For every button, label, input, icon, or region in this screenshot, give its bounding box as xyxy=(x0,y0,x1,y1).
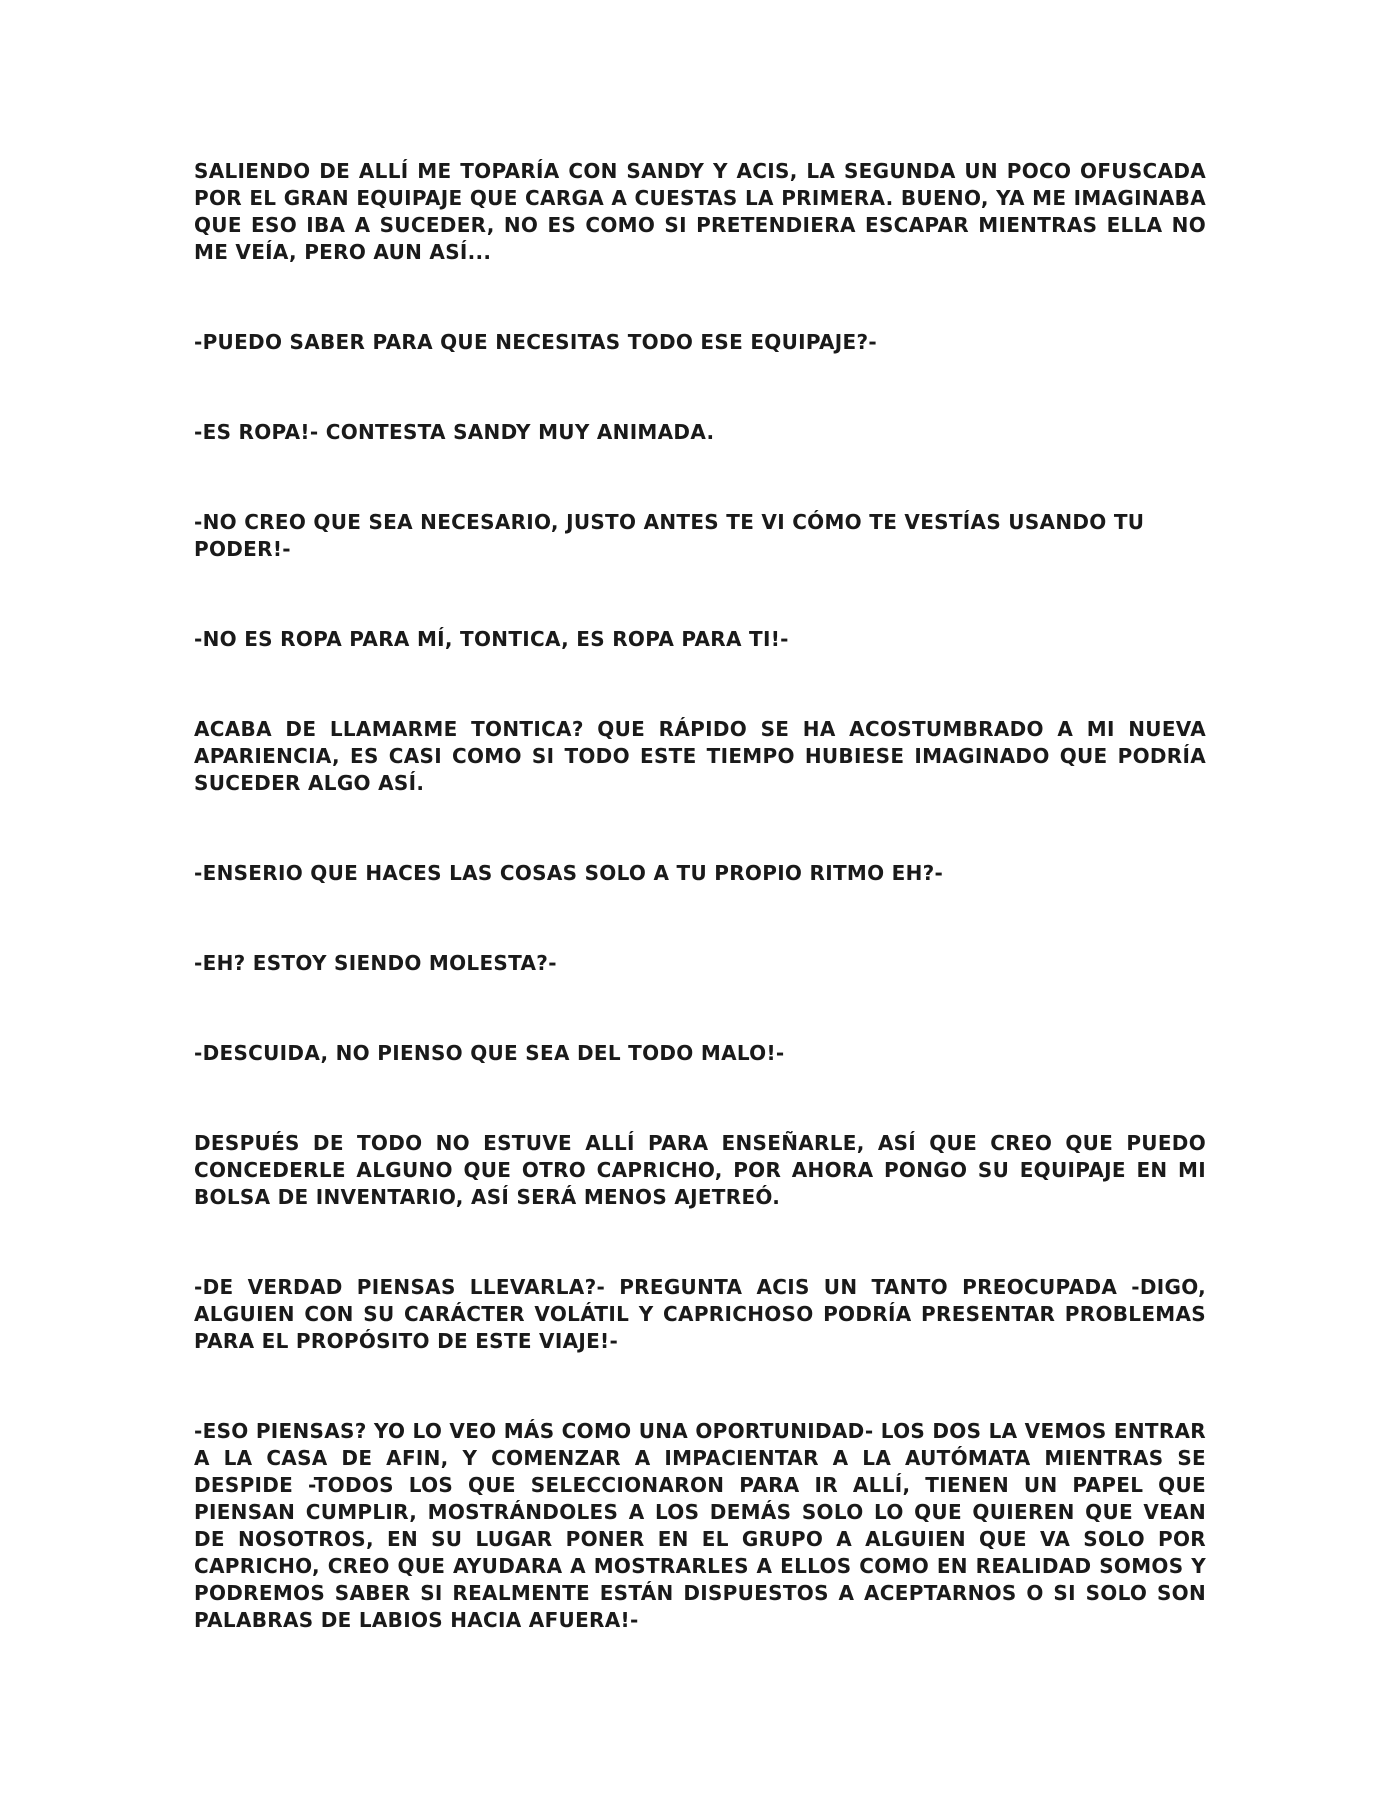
paragraph-dialogue: -ES ROPA!- CONTESTA SANDY MUY ANIMADA. xyxy=(194,420,715,444)
document-body xyxy=(194,158,1206,1634)
paragraph-dialogue: -NO ES ROPA PARA MÍ, TONTICA, ES ROPA PARA TI!- xyxy=(194,627,789,651)
paragraph-dialogue: -EH? ESTOY SIENDO MOLESTA?- xyxy=(194,951,557,975)
paragraph-dialogue: -ENSERIO QUE HACES LAS COSAS SOLO A TU PROPIO RITMO EH?- xyxy=(194,861,944,885)
paragraph-dialogue: -NO CREO QUE SEA NECESARIO, JUSTO ANTES TE VI CÓMO TE VESTÍAS USANDO TU PODER!- xyxy=(194,510,1145,561)
paragraph-narration: DESPUÉS DE TODO NO ESTUVE ALLÍ PARA ENSEÑARLE, ASÍ QUE CREO QUE PUEDO CONCEDERLE ALGUNO QUE OTRO CAPRICHO, POR AHORA PONGO SU EQUIPAJE EN MI BOLSA DE INVENTARIO, ASÍ SERÁ MENOS AJETREÓ. xyxy=(194,1131,1206,1209)
paragraph-dialogue: -DESCUIDA, NO PIENSO QUE SEA DEL TODO MALO!- xyxy=(194,1041,785,1065)
paragraph-dialogue: -ESO PIENSAS? YO LO VEO MÁS COMO UNA OPORTUNIDAD- LOS DOS LA VEMOS ENTRAR A LA CASA DE AFIN, Y COMENZAR A IMPACIENTAR A LA AUTÓMATA MIENTRAS SE DESPIDE -TODOS LOS QUE SELECCIONARON PARA IR ALLÍ, TIENEN UN PAPEL QUE PIENSAN CUMPLIR, MOSTRÁNDOLES A LOS DEMÁS SOLO LO QUE QUIEREN QUE VEAN DE NOSOTROS, EN SU LUGAR PONER EN EL GRUPO A ALGUIEN QUE VA SOLO POR CAPRICHO, CREO QUE AYUDARA A MOSTRARLES A ELLOS COMO EN REALIDAD SOMOS Y PODREMOS SABER SI REALMENTE ESTÁN DISPUESTOS A ACEPTARNOS O SI SOLO SON PALABRAS DE LABIOS HACIA AFUERA!- xyxy=(194,1419,1206,1632)
paragraph-narration: ACABA DE LLAMARME TONTICA? QUE RÁPIDO SE HA ACOSTUMBRADO A MI NUEVA APARIENCIA, ES CASI COMO SI TODO ESTE TIEMPO HUBIESE IMAGINADO QUE PODRÍA SUCEDER ALGO ASÍ. xyxy=(194,717,1206,795)
paragraph-dialogue: -DE VERDAD PIENSAS LLEVARLA?- PREGUNTA ACIS UN TANTO PREOCUPADA -DIGO, ALGUIEN CON SU CARÁCTER VOLÁTIL Y CAPRICHOSO PODRÍA PRESENTAR PROBLEMAS PARA EL PROPÓSITO DE ESTE VIAJE!- xyxy=(194,1275,1206,1353)
paragraph-dialogue: -PUEDO SABER PARA QUE NECESITAS TODO ESE EQUIPAJE?- xyxy=(194,330,877,354)
paragraph-narration: SALIENDO DE ALLÍ ME TOPARÍA CON SANDY Y ACIS, LA SEGUNDA UN POCO OFUSCADA POR EL GRAN EQUIPAJE QUE CARGA A CUESTAS LA PRIMERA. BUENO, YA ME IMAGINABA QUE ESO IBA A SUCEDER, NO ES COMO SI PRETENDIERA ESCAPAR MIENTRAS ELLA NO ME VEÍA, PERO AUN ASÍ... xyxy=(194,159,1206,264)
